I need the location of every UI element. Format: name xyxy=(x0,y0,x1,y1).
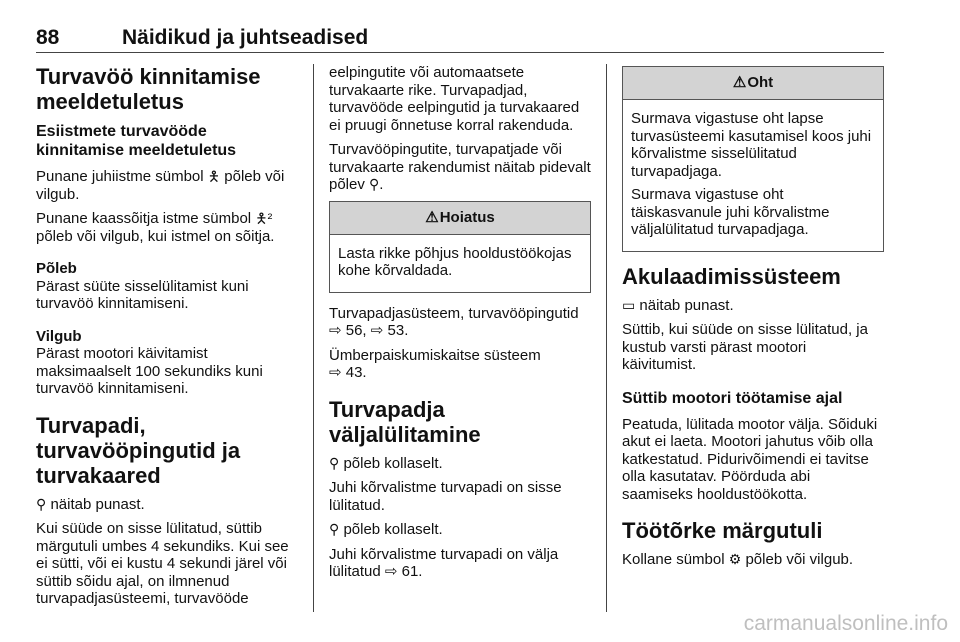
paragraph: Punane kaassõitja istme sümbol 🯅² põleb või vilgub, kui istmel on sõitja. xyxy=(36,210,275,245)
danger-box-header: ⚠Oht xyxy=(623,67,883,100)
danger-text: Surmava vigastuse oht lapse turvasüsteemi kasutamisel koos juhi kõrvalistme sisselülitatud turvapadjaga. xyxy=(631,110,872,180)
paragraph: ⚲ põleb kollaselt. xyxy=(329,521,443,538)
subheading-running: Süttib mootori töötamise ajal xyxy=(622,389,843,407)
warning-text: Lasta rikke põhjus hooldustöökojas kohe kõrvaldada. xyxy=(338,244,572,279)
paragraph: ⚲ näitab punast. xyxy=(36,495,145,513)
danger-box xyxy=(622,66,884,252)
column-divider xyxy=(313,64,314,612)
seatbelt-person-icon: 🯅 xyxy=(207,168,221,184)
warning-triangle-icon: ⚠ xyxy=(425,208,439,226)
column-2 xyxy=(329,64,591,588)
paragraph: Juhi kõrvalistme turvapadi on sisse lülitatud. xyxy=(329,479,562,514)
paragraph: Turvavööpingutite, turvapatjade või turvakaarte rakendumist näitab pidevalt põlev ⚲. xyxy=(329,141,591,193)
column-divider xyxy=(606,64,607,612)
paragraph: Kui süüde on sisse lülitatud, süttib märgutuli umbes 4 sekundiks. Kui see ei sütti, või ei kustu 4 sekundi järel või süttib sõidu ajal, on ilmnenud turvapadjasüsteemi, turvavööde xyxy=(36,520,289,607)
column-3 xyxy=(622,64,884,576)
subheading-flash: Vilgub xyxy=(36,327,82,345)
airbag-icon: ⚲ xyxy=(36,495,47,512)
paragraph: Pärast süüte sisselülitamist kuni turvavöö kinnitamiseni. xyxy=(36,277,249,312)
warning-box-header: ⚠Hoiatus xyxy=(330,202,590,235)
page-reference[interactable]: 53. xyxy=(387,322,409,339)
subheading-front-seats: Esiistmete turvavööde kinnitamise meeldetuletus xyxy=(36,123,237,159)
seatbelt-2-icon: 🯅² xyxy=(255,210,273,226)
header-rule xyxy=(36,52,884,53)
paragraph: Turvapadjasüsteem, turvavööpingutid ⇨ 56, ⇨ 53. xyxy=(329,304,579,339)
page-reference[interactable]: 43. xyxy=(345,364,367,381)
arrow-ref-icon: ⇨ xyxy=(370,322,384,339)
paragraph: Punane juhiistme sümbol 🯅 põleb või vilgub. xyxy=(36,168,285,203)
paragraph: Peatuda, lülitada mootor välja. Sõiduki akut ei laeta. Mootori jahutus võib olla katkestatud. Pidurivõimendi ei tavitse olla kasutatav. Pöörduda abi saamiseks hooldustöökotta. xyxy=(622,415,878,503)
paragraph: Pärast mootori käivitamist maksimaalselt 100 sekundiks kuni turvavöö kinnitamiseni. xyxy=(36,345,263,397)
battery-icon: ▭ xyxy=(622,296,636,313)
arrow-ref-icon: ⇨ xyxy=(384,563,398,580)
page-reference[interactable]: 56, xyxy=(345,322,367,339)
paragraph: Juhi kõrvalistme turvapadi on välja lülitatud ⇨ 61. xyxy=(329,545,559,580)
page-reference[interactable]: 61. xyxy=(401,563,423,580)
warning-triangle-icon: ⚠ xyxy=(732,74,747,91)
paragraph: ⚲ põleb kollaselt. xyxy=(329,454,443,472)
section-heading-seatbelt: Turvavöö kinnitamise meeldetuletus xyxy=(36,64,261,114)
section-heading-deactivation: Turvapadja väljalülitamine xyxy=(329,396,481,447)
airbag-icon: ⚲ xyxy=(369,176,380,192)
section-heading-malfunction: Töötõrke märgutuli xyxy=(622,518,823,543)
section-heading-airbag: Turvapadi, turvavööpingutid ja turvakaared xyxy=(36,412,241,488)
paragraph: ▭ näitab punast. xyxy=(622,296,734,314)
section-heading-charging: Akulaadimissüsteem xyxy=(622,263,841,289)
engine-icon: ⚙ xyxy=(728,551,742,567)
arrow-ref-icon: ⇨ xyxy=(329,364,342,381)
paragraph: Süttib, kui süüde on sisse lülitatud, ja kustub varsti pärast mootori käivitumist. xyxy=(622,321,868,373)
paragraph: Ümberpaiskumiskaitse süsteem ⇨ 43. xyxy=(329,346,541,381)
airbag-on-icon: ⚲ xyxy=(329,454,340,471)
subheading-on: Põleb xyxy=(36,260,77,277)
warning-box xyxy=(329,201,591,293)
page-header xyxy=(36,26,884,52)
watermark: carmanualsonline.info xyxy=(743,612,948,635)
chapter-title: Näidikud ja juhtseadised xyxy=(122,26,369,49)
paragraph: eelpingutite või automaatsete turvakaarte rike. Turvapadjad, turvavööde eelpingutid ja turvakaared ei pruugi õnnetuse korral rakenduda. xyxy=(329,64,580,134)
column-1 xyxy=(36,64,298,615)
paragraph: Kollane sümbol ⚙ põleb või vilgub. xyxy=(622,551,854,568)
page-number: 88 xyxy=(36,26,60,49)
danger-text: Surmava vigastuse oht täiskasvanule juhi kõrvalistme väljalülitatud turvapadjaga. xyxy=(631,186,830,238)
airbag-off-icon: ⚲ xyxy=(329,521,340,537)
arrow-ref-icon: ⇨ xyxy=(329,322,342,339)
